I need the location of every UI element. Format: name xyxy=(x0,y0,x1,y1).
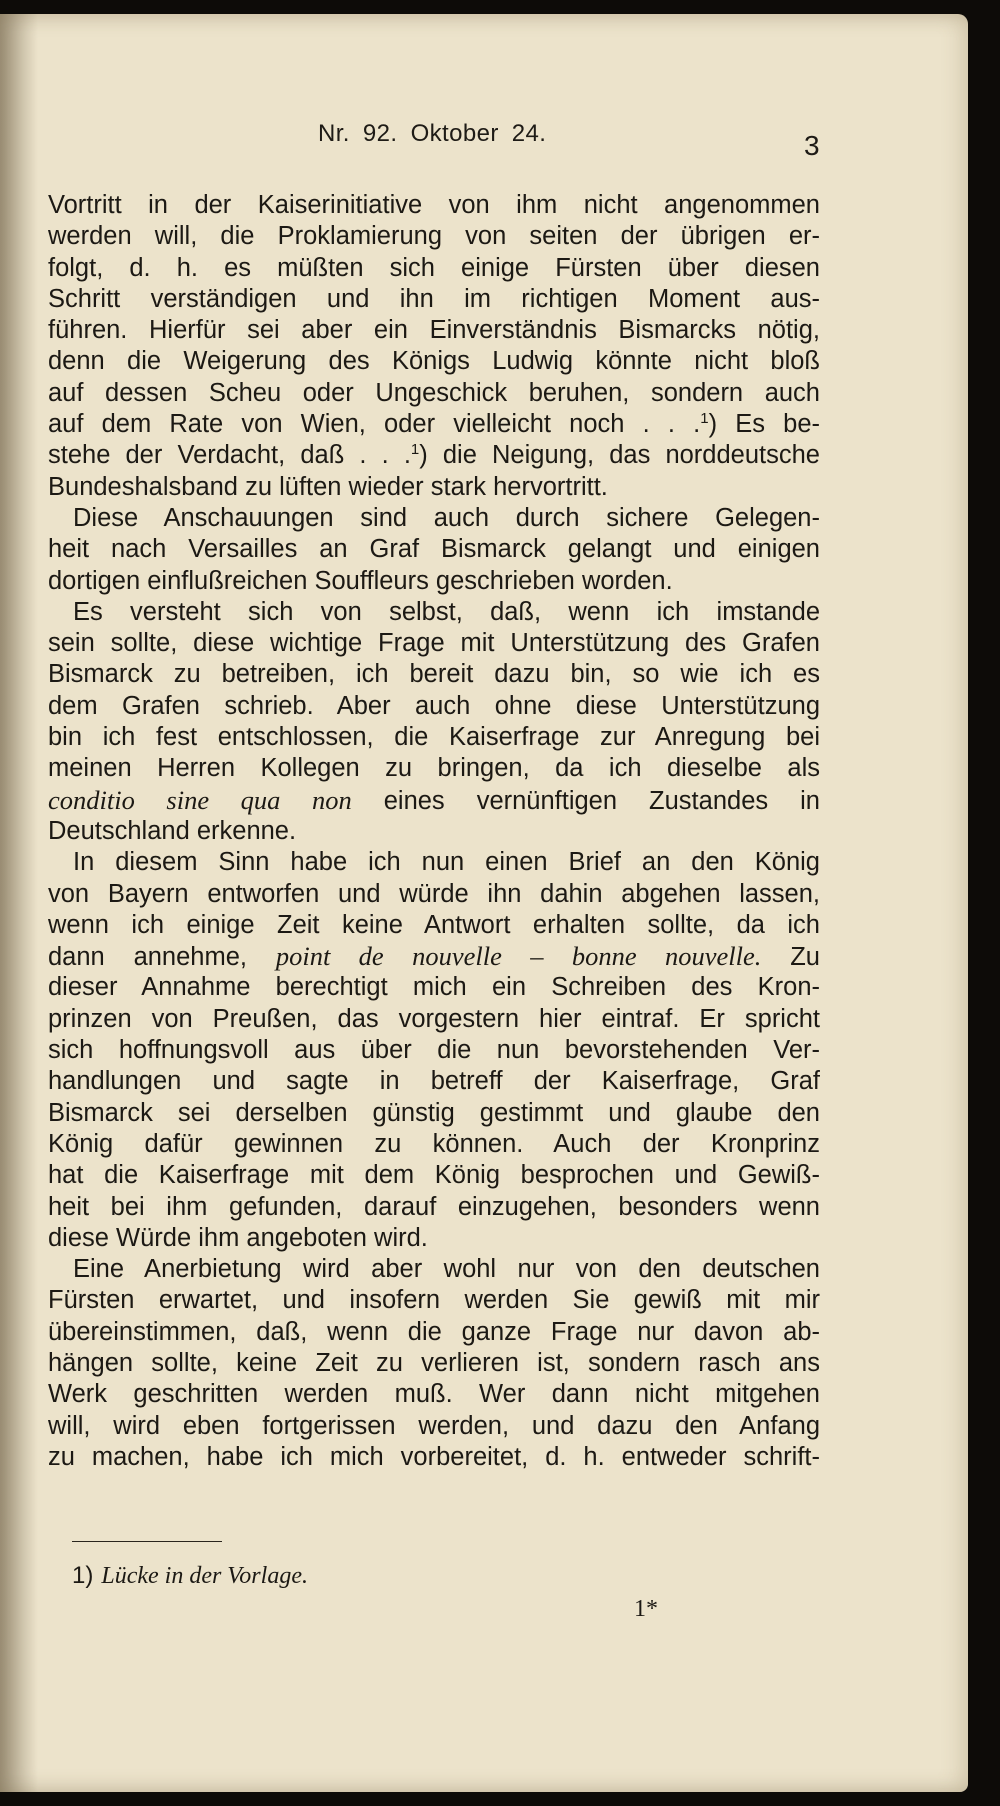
text-line xyxy=(48,941,820,972)
scan-border xyxy=(0,0,1000,14)
text-line: sich hoffnungsvoll aus über die nun bevorstehenden Ver- xyxy=(48,1036,820,1065)
text-line: heit bei ihm gefunden, darauf einzugehen, besonders wenn xyxy=(48,1192,820,1221)
text-line: heit nach Versailles an Graf Bismarck gelangt und einigen xyxy=(48,535,820,564)
line-text: eines vernünftigen Zustandes in xyxy=(351,786,820,815)
text-line: Schritt verständigen und ihn im richtigen Moment aus- xyxy=(48,284,820,313)
body-text xyxy=(48,190,820,1473)
text-line: will, wird eben fortgerissen werden, und dazu den Anfang xyxy=(48,1411,820,1440)
line-text: ) Es be- xyxy=(708,410,820,439)
footnote-number: 1) xyxy=(72,1562,94,1589)
page-number: 3 xyxy=(804,130,820,161)
page-header xyxy=(0,120,968,160)
text-line: denn die Weigerung des Königs Ludwig könnte nicht bloß xyxy=(48,347,820,376)
footnote xyxy=(72,1562,308,1590)
text-line: Werk geschritten werden muß. Wer dann nicht mitgehen xyxy=(48,1380,820,1409)
text-line: Fürsten erwartet, und insofern werden Sie gewiß mit mir xyxy=(48,1286,820,1315)
gutter-shadow xyxy=(0,14,38,1792)
line-text: auf dem Rate von Wien, oder vielleicht noch . . . xyxy=(48,410,701,439)
footnote-text: Lücke in der Vorlage. xyxy=(101,1563,308,1589)
text-line xyxy=(48,785,820,816)
text-line: Bismarck zu betreiben, ich bereit dazu bin, so wie ich es xyxy=(48,660,820,689)
text-line: auf dessen Scheu oder Ungeschick beruhen, sondern auch xyxy=(48,378,820,407)
footnote-rule xyxy=(72,1541,222,1542)
line-text: ) die Neigung, das norddeutsche xyxy=(419,441,820,470)
footnote-reference: 1 xyxy=(700,410,709,428)
text-line: handlungen und sagte in betreff der Kaiserfrage, Graf xyxy=(48,1067,820,1096)
text-line: Diese Anschauungen sind auch durch sichere Gelegen- xyxy=(73,503,820,532)
text-line xyxy=(48,440,820,471)
text-line: bin ich fest entschlossen, die Kaiserfrage zur Anregung bei xyxy=(48,723,820,752)
text-line: Es versteht sich von selbst, daß, wenn ich imstande xyxy=(73,597,820,626)
text-line: meinen Herren Kollegen zu bringen, da ich dieselbe als xyxy=(48,754,820,783)
text-line: diese Würde ihm angeboten wird. xyxy=(48,1223,428,1252)
text-line: wenn ich einige Zeit keine Antwort erhalten sollte, da ich xyxy=(48,910,820,939)
signature-mark: 1* xyxy=(634,1596,658,1622)
line-text: stehe der Verdacht, daß . . . xyxy=(48,441,411,470)
text-line: Eine Anerbietung wird aber wohl nur von den deutschen xyxy=(73,1255,820,1284)
line-text: Zu xyxy=(761,943,820,972)
text-line: Vortritt in der Kaiserinitiative von ihm nicht angenommen xyxy=(48,191,820,219)
text-line: prinzen von Preußen, das vorgestern hier eintraf. Er spricht xyxy=(48,1004,820,1033)
text-line: dieser Annahme berechtigt mich ein Schreiben des Kron- xyxy=(48,973,820,1002)
text-line: übereinstimmen, daß, wenn die ganze Frage nur davon ab- xyxy=(48,1317,820,1346)
text-line: führen. Hierfür sei aber ein Einverständnis Bismarcks nötig, xyxy=(48,316,820,345)
text-line: zu machen, habe ich mich vorbereitet, d. h. entweder schrift- xyxy=(48,1442,820,1471)
text-line: werden will, die Proklamierung von seiten der übrigen er- xyxy=(48,222,820,251)
book-page xyxy=(0,14,968,1792)
footnote-reference: 1 xyxy=(410,441,420,459)
italic-phrase: point de nouvelle – bonne nouvelle. xyxy=(275,941,762,972)
text-line: Deutschland erkenne. xyxy=(48,816,297,845)
italic-phrase: conditio sine qua non xyxy=(48,784,352,815)
text-line: dortigen einflußreichen Souffleurs geschrieben worden. xyxy=(48,566,673,595)
text-line: hängen sollte, keine Zeit zu verlieren ist, sondern rasch ans xyxy=(48,1348,820,1377)
text-line: von Bayern entworfen und würde ihn dahin abgehen lassen, xyxy=(48,879,820,908)
text-line: dem Grafen schrieb. Aber auch ohne diese Unterstützung xyxy=(48,691,820,720)
text-line: Bismarck sei derselben günstig gestimmt und glaube den xyxy=(48,1098,820,1127)
text-line: In diesem Sinn habe ich nun einen Brief an den König xyxy=(73,848,820,877)
text-line xyxy=(48,409,820,440)
text-line: Bundeshalsband zu lüften wieder stark hervortritt. xyxy=(48,472,608,501)
text-line: hat die Kaiserfrage mit dem König besprochen und Gewiß- xyxy=(48,1161,820,1190)
text-line: sein sollte, diese wichtige Frage mit Unterstützung des Grafen xyxy=(48,629,820,658)
line-text: dann annehme, xyxy=(48,943,276,972)
running-head: Nr. 92. Oktober 24. xyxy=(318,120,547,147)
text-line: folgt, d. h. es müßten sich einige Fürsten über diesen xyxy=(48,253,820,282)
text-line: König dafür gewinnen zu können. Auch der Kronprinz xyxy=(48,1129,820,1158)
